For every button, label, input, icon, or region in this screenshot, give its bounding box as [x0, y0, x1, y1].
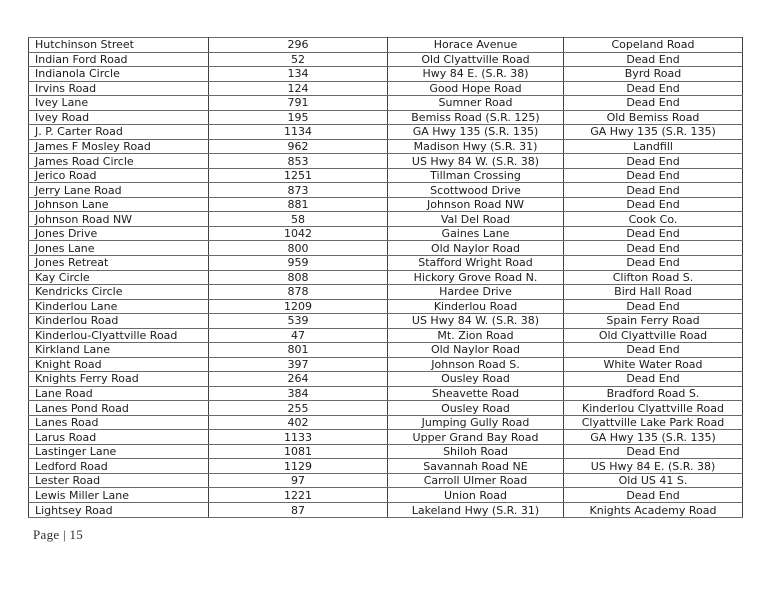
table-row [29, 459, 743, 474]
to-road-cell: Knights Academy Road [564, 503, 743, 518]
to-road-cell: Dead End [564, 81, 743, 96]
road-number-cell: 873 [209, 183, 388, 198]
road-number-cell: 791 [209, 96, 388, 111]
road-name-cell: Kinderlou Road [29, 314, 209, 329]
to-road-cell: Landfill [564, 139, 743, 154]
from-road-cell: Sumner Road [388, 96, 564, 111]
road-number-cell: 962 [209, 139, 388, 154]
table-row [29, 328, 743, 343]
table-row [29, 154, 743, 169]
road-name-cell: Kendricks Circle [29, 285, 209, 300]
to-road-cell: Dead End [564, 168, 743, 183]
from-road-cell: Savannah Road NE [388, 459, 564, 474]
road-number-cell: 800 [209, 241, 388, 256]
table-row [29, 503, 743, 518]
table-row [29, 125, 743, 140]
road-number-cell: 87 [209, 503, 388, 518]
road-number-cell: 1133 [209, 430, 388, 445]
road-name-cell: Jones Retreat [29, 255, 209, 270]
road-name-cell: Ivey Lane [29, 96, 209, 111]
road-number-cell: 384 [209, 386, 388, 401]
from-road-cell: Old Clyattville Road [388, 52, 564, 67]
to-road-cell: Dead End [564, 372, 743, 387]
road-number-cell: 808 [209, 270, 388, 285]
road-name-cell: James F Mosley Road [29, 139, 209, 154]
to-road-cell: Cook Co. [564, 212, 743, 227]
table-row [29, 52, 743, 67]
road-name-cell: Ledford Road [29, 459, 209, 474]
page-number-footer: Page | 15 [33, 527, 84, 542]
from-road-cell: Ousley Road [388, 401, 564, 416]
from-road-cell: Madison Hwy (S.R. 31) [388, 139, 564, 154]
to-road-cell: Dead End [564, 488, 743, 503]
road-number-cell: 124 [209, 81, 388, 96]
to-road-cell: Dead End [564, 96, 743, 111]
road-name-cell: Johnson Lane [29, 197, 209, 212]
road-name-cell: Kinderlou-Clyattville Road [29, 328, 209, 343]
table-row [29, 81, 743, 96]
road-number-cell: 58 [209, 212, 388, 227]
to-road-cell: Dead End [564, 154, 743, 169]
from-road-cell: Johnson Road NW [388, 197, 564, 212]
to-road-cell: Kinderlou Clyattville Road [564, 401, 743, 416]
road-number-cell: 878 [209, 285, 388, 300]
to-road-cell: Dead End [564, 444, 743, 459]
table-row [29, 357, 743, 372]
road-name-cell: Kirkland Lane [29, 343, 209, 358]
road-number-cell: 881 [209, 197, 388, 212]
to-road-cell: Spain Ferry Road [564, 314, 743, 329]
to-road-cell: Dead End [564, 183, 743, 198]
from-road-cell: Gaines Lane [388, 226, 564, 241]
table-row [29, 415, 743, 430]
road-number-cell: 853 [209, 154, 388, 169]
road-number-cell: 255 [209, 401, 388, 416]
from-road-cell: Horace Avenue [388, 38, 564, 53]
road-number-cell: 195 [209, 110, 388, 125]
to-road-cell: Copeland Road [564, 38, 743, 53]
to-road-cell: Bird Hall Road [564, 285, 743, 300]
table-row [29, 226, 743, 241]
table-row [29, 343, 743, 358]
table-row [29, 110, 743, 125]
table-row [29, 139, 743, 154]
from-road-cell: Scottwood Drive [388, 183, 564, 198]
table-row [29, 285, 743, 300]
from-road-cell: US Hwy 84 W. (S.R. 38) [388, 314, 564, 329]
table-row [29, 488, 743, 503]
table-row [29, 314, 743, 329]
table-row [29, 444, 743, 459]
road-name-cell: Lanes Pond Road [29, 401, 209, 416]
table-row [29, 183, 743, 198]
to-road-cell: Clyattville Lake Park Road [564, 415, 743, 430]
from-road-cell: Johnson Road S. [388, 357, 564, 372]
road-name-cell: Lastinger Lane [29, 444, 209, 459]
road-name-cell: Jerry Lane Road [29, 183, 209, 198]
to-road-cell: Dead End [564, 241, 743, 256]
road-number-cell: 1081 [209, 444, 388, 459]
from-road-cell: US Hwy 84 W. (S.R. 38) [388, 154, 564, 169]
table-row [29, 386, 743, 401]
to-road-cell: Bradford Road S. [564, 386, 743, 401]
table-row [29, 168, 743, 183]
table-row [29, 372, 743, 387]
to-road-cell: Old Clyattville Road [564, 328, 743, 343]
road-name-cell: Kinderlou Lane [29, 299, 209, 314]
road-name-cell: Knights Ferry Road [29, 372, 209, 387]
to-road-cell: Old Bemiss Road [564, 110, 743, 125]
from-road-cell: Tillman Crossing [388, 168, 564, 183]
to-road-cell: GA Hwy 135 (S.R. 135) [564, 430, 743, 445]
to-road-cell: Old US 41 S. [564, 473, 743, 488]
road-name-cell: Jerico Road [29, 168, 209, 183]
road-name-cell: Jones Lane [29, 241, 209, 256]
from-road-cell: Carroll Ulmer Road [388, 473, 564, 488]
from-road-cell: Val Del Road [388, 212, 564, 227]
table-row [29, 212, 743, 227]
road-number-cell: 47 [209, 328, 388, 343]
to-road-cell: US Hwy 84 E. (S.R. 38) [564, 459, 743, 474]
road-name-cell: Indian Ford Road [29, 52, 209, 67]
from-road-cell: Old Naylor Road [388, 343, 564, 358]
road-number-cell: 1209 [209, 299, 388, 314]
table-row [29, 270, 743, 285]
table-row [29, 197, 743, 212]
road-name-cell: James Road Circle [29, 154, 209, 169]
to-road-cell: Dead End [564, 255, 743, 270]
road-number-cell: 264 [209, 372, 388, 387]
to-road-cell: Byrd Road [564, 67, 743, 82]
to-road-cell: Dead End [564, 226, 743, 241]
road-number-cell: 402 [209, 415, 388, 430]
road-number-cell: 1221 [209, 488, 388, 503]
from-road-cell: Union Road [388, 488, 564, 503]
road-name-cell: J. P. Carter Road [29, 125, 209, 140]
road-number-cell: 97 [209, 473, 388, 488]
road-number-cell: 52 [209, 52, 388, 67]
road-number-cell: 1129 [209, 459, 388, 474]
road-number-cell: 801 [209, 343, 388, 358]
road-number-cell: 1134 [209, 125, 388, 140]
road-name-cell: Jones Drive [29, 226, 209, 241]
table-row [29, 430, 743, 445]
road-number-cell: 296 [209, 38, 388, 53]
road-name-cell: Hutchinson Street [29, 38, 209, 53]
to-road-cell: White Water Road [564, 357, 743, 372]
to-road-cell: Dead End [564, 52, 743, 67]
road-name-cell: Larus Road [29, 430, 209, 445]
road-number-cell: 539 [209, 314, 388, 329]
from-road-cell: Kinderlou Road [388, 299, 564, 314]
from-road-cell: Lakeland Hwy (S.R. 31) [388, 503, 564, 518]
table-row [29, 96, 743, 111]
to-road-cell: Dead End [564, 343, 743, 358]
to-road-cell: GA Hwy 135 (S.R. 135) [564, 125, 743, 140]
from-road-cell: Sheavette Road [388, 386, 564, 401]
to-road-cell: Clifton Road S. [564, 270, 743, 285]
road-list-table [28, 37, 743, 518]
from-road-cell: Mt. Zion Road [388, 328, 564, 343]
road-number-cell: 134 [209, 67, 388, 82]
from-road-cell: Bemiss Road (S.R. 125) [388, 110, 564, 125]
table-row [29, 299, 743, 314]
from-road-cell: Shiloh Road [388, 444, 564, 459]
road-name-cell: Lightsey Road [29, 503, 209, 518]
from-road-cell: Old Naylor Road [388, 241, 564, 256]
road-name-cell: Ivey Road [29, 110, 209, 125]
road-name-cell: Indianola Circle [29, 67, 209, 82]
road-number-cell: 1251 [209, 168, 388, 183]
from-road-cell: Good Hope Road [388, 81, 564, 96]
from-road-cell: Jumping Gully Road [388, 415, 564, 430]
road-number-cell: 959 [209, 255, 388, 270]
from-road-cell: Stafford Wright Road [388, 255, 564, 270]
road-name-cell: Kay Circle [29, 270, 209, 285]
to-road-cell: Dead End [564, 299, 743, 314]
table-row [29, 473, 743, 488]
from-road-cell: GA Hwy 135 (S.R. 135) [388, 125, 564, 140]
road-name-cell: Knight Road [29, 357, 209, 372]
road-number-cell: 1042 [209, 226, 388, 241]
table-row [29, 401, 743, 416]
road-name-cell: Johnson Road NW [29, 212, 209, 227]
road-name-cell: Lane Road [29, 386, 209, 401]
table-row [29, 38, 743, 53]
from-road-cell: Hardee Drive [388, 285, 564, 300]
road-name-cell: Irvins Road [29, 81, 209, 96]
table-row [29, 67, 743, 82]
road-table-body [29, 38, 743, 518]
from-road-cell: Hwy 84 E. (S.R. 38) [388, 67, 564, 82]
from-road-cell: Upper Grand Bay Road [388, 430, 564, 445]
road-name-cell: Lanes Road [29, 415, 209, 430]
to-road-cell: Dead End [564, 197, 743, 212]
road-number-cell: 397 [209, 357, 388, 372]
road-name-cell: Lester Road [29, 473, 209, 488]
from-road-cell: Ousley Road [388, 372, 564, 387]
table-row [29, 255, 743, 270]
from-road-cell: Hickory Grove Road N. [388, 270, 564, 285]
road-name-cell: Lewis Miller Lane [29, 488, 209, 503]
table-row [29, 241, 743, 256]
